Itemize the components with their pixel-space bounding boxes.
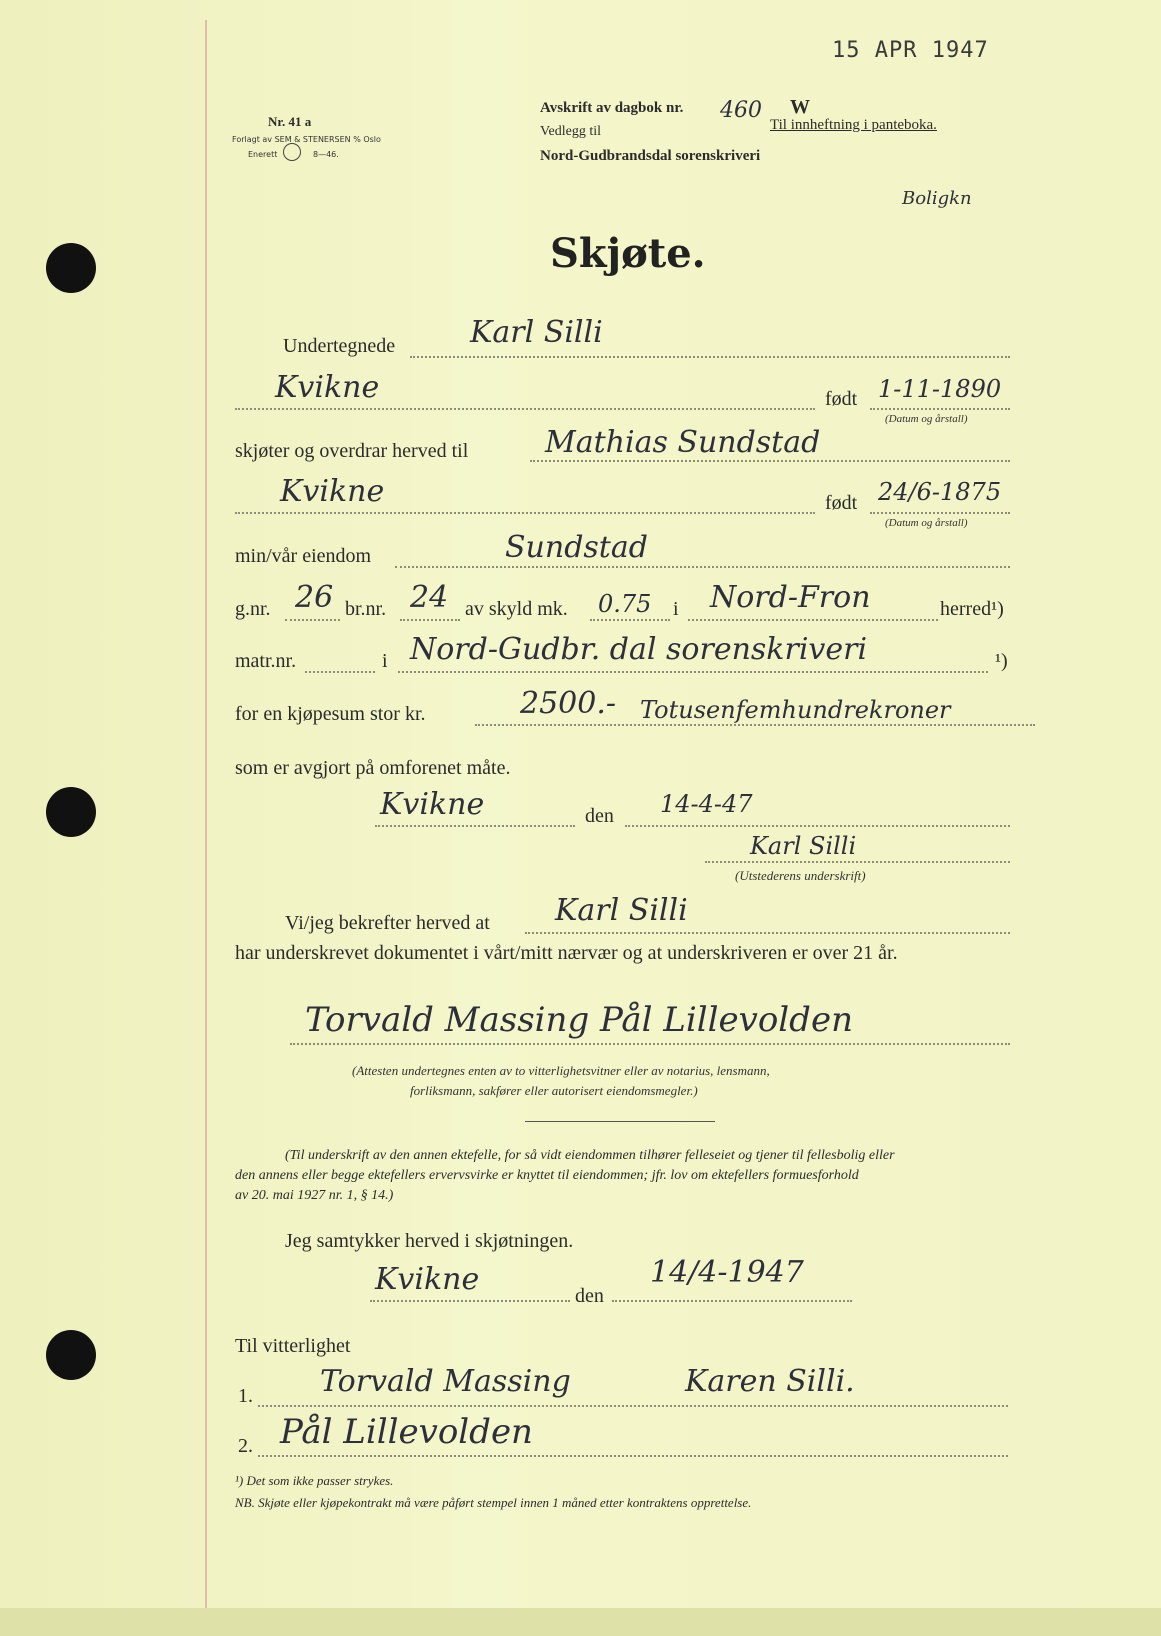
grantor-name-line [410,356,1010,358]
witness-2-number: 2. [238,1435,253,1457]
diary-number: 460 [720,98,762,123]
section-divider [525,1121,715,1122]
consent-date-line [612,1300,852,1302]
grantee-name: Mathias Sundstad [545,425,821,460]
signing-place: Kvikne [380,787,485,822]
received-date-stamp: 15 APR 1947 [832,38,989,63]
spouse-note-3: av 20. mai 1927 nr. 1, § 14.) [235,1188,394,1203]
district-value: Nord-Gudbr. dal sorenskriveri [410,632,868,667]
herred-i-label: i [673,598,679,620]
skyld-line [590,619,670,621]
spouse-note-1: (Til underskrift av den annen ektefelle, for så vidt eiendommen tilhører felleseiet og tjener til fellesbolig eller [285,1148,895,1163]
consent-date: 14/4-1947 [650,1255,804,1290]
herred-label: herred¹) [940,598,1004,620]
publisher-date: 8—46. [313,150,339,159]
grantee-name-line [530,460,1010,462]
consent-label: Jeg samtykker herved i skjøtningen. [285,1230,574,1252]
consent-place: Kvikne [375,1262,480,1297]
witness-1-line [258,1405,1008,1407]
herred-value: Nord-Fron [710,580,871,615]
consent-den-label: den [575,1285,604,1307]
grantee-born-caption: (Datum og årstall) [885,517,968,529]
binding-line: Til innheftning i panteboka. [770,117,937,133]
price-amount: 2500.- [520,686,617,721]
attestation-line2: har underskrevet dokumentet i vårt/mitt nærvær og at underskriveren er over 21 år. [235,942,898,964]
witness-signature-line [290,1043,1010,1045]
attestation-name: Karl Silli [555,893,688,928]
brnr-line [400,619,460,621]
grantor-signature: Karl Silli [750,832,857,860]
district-suffix: ¹) [995,650,1008,672]
attestation-name-line [525,932,1010,934]
gnr-value: 26 [295,580,334,615]
signing-den-label: den [585,805,614,827]
grantor-born-label: født [825,388,858,410]
signature-line [705,861,1010,863]
property-name: Sundstad [505,530,648,565]
gnr-label: g.nr. [235,598,271,620]
margin-note: Boligkn [902,188,972,209]
consent-place-line [370,1300,570,1302]
witness-1-number: 1. [238,1385,253,1407]
publisher-logo-icon [283,143,301,161]
signing-date: 14-4-47 [660,790,753,818]
grantor-name: Karl Silli [470,315,603,350]
gnr-line [285,619,340,621]
grantee-place: Kvikne [280,474,385,509]
price-words: Totusenfemhundrekroner [640,696,951,724]
form-number: Nr. 41 a [268,114,312,129]
skyld-label: av skyld mk. [465,598,568,620]
grantee-place-line [235,512,815,514]
spouse-note-2: den annens eller begge ektefellers ervervsvirke er knyttet til eiendommen; jfr. lov om ektefellers formuesforhold [235,1168,859,1183]
bottom-band [0,1608,1161,1636]
spouse-signature: Karen Silli. [685,1364,855,1399]
signing-place-line [375,825,575,827]
attestation-label: Vi/jeg bekrefter herved at [285,912,490,934]
witness-2-line [258,1455,1008,1457]
document-title: Skjøte. [550,230,706,277]
court-line: Nord-Gudbrandsdal sorenskriveri [540,148,761,164]
attestation-caption-2: forliksmann, sakfører eller autorisert eiendomsmegler.) [410,1083,698,1098]
skyld-value: 0.75 [598,590,652,618]
footnote-2: NB. Skjøte eller kjøpekontrakt må være påført stempel innen 1 måned etter kontraktens opprettelse. [235,1495,752,1510]
witness-label: Til vitterlighet [235,1335,351,1357]
matr-i-label: i [382,650,388,672]
grantor-born-date: 1-11-1890 [878,375,1002,403]
witness-signatures: Torvald Massing Pål Lillevolden [305,1000,853,1040]
diary-suffix: W [790,96,810,118]
footnote-1: ¹) Det som ikke passer strykes. [235,1473,394,1488]
price-line [475,724,1035,726]
brnr-value: 24 [410,580,449,615]
district-line [398,671,988,673]
publisher-enerett: Enerett [248,150,278,159]
attachment-line: Vedlegg til [540,124,602,139]
attestation-caption-1: (Attesten undertegnes enten av to vitterlighetsvitner eller av notarius, lensmann, [352,1063,770,1078]
grantee-born-date: 24/6-1875 [878,478,1002,506]
price-label: for en kjøpesum stor kr. [235,703,426,725]
grantor-born-caption: (Datum og årstall) [885,413,968,425]
grantee-label: skjøter og overdrar herved til [235,440,469,462]
matr-label: matr.nr. [235,650,297,672]
signing-date-line [625,825,1010,827]
binder-hole-top [46,243,96,293]
copy-line: Avskrift av dagbok nr. [540,100,684,116]
witness-2-signature: Pål Lillevolden [280,1412,533,1452]
property-name-line [395,566,1010,568]
binder-hole-bottom [46,1330,96,1380]
grantor-place: Kvikne [275,370,380,405]
grantee-born-label: født [825,492,858,514]
margin-rule [205,20,207,1616]
signature-caption: (Utstederens underskrift) [735,868,866,883]
herred-line [688,619,938,621]
brnr-label: br.nr. [345,598,387,620]
grantee-born-line [870,512,1010,514]
grantor-place-line [235,408,815,410]
grantor-label: Undertegnede [283,335,396,357]
settled-text: som er avgjort på omforenet måte. [235,757,511,779]
witness-1-signature: Torvald Massing [320,1364,571,1399]
binder-hole-middle [46,787,96,837]
property-label: min/vår eiendom [235,545,372,567]
matr-line [305,671,375,673]
publisher-line: Forlagt av SEM & STENERSEN % Oslo [232,135,381,144]
grantor-born-line [870,408,1010,410]
